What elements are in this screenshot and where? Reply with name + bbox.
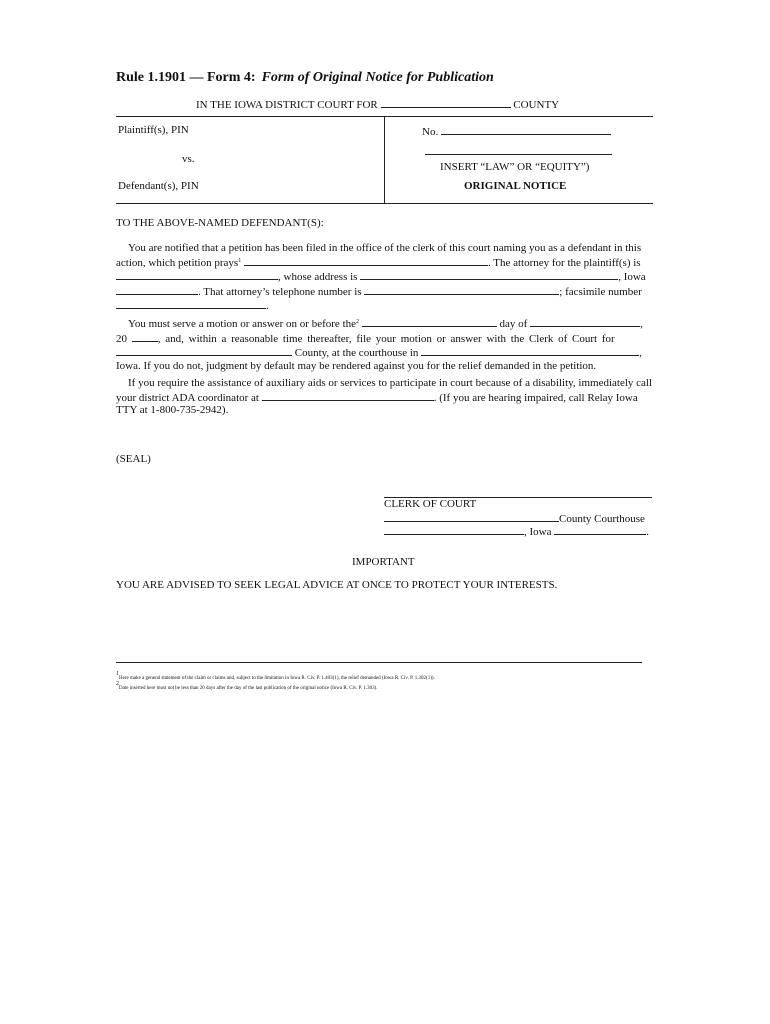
caption-bottom-rule xyxy=(116,203,653,204)
paragraph-petition xyxy=(116,242,652,313)
form-title xyxy=(116,70,494,86)
clerk-of-court-label: CLERK OF COURT xyxy=(384,498,477,510)
ada-coordinator-field[interactable] xyxy=(262,390,434,401)
p1-line-d: . That attorney’s telephone number is ; facsimile number xyxy=(116,284,652,299)
footnote-2: $^2$Date inserted here must not be less than 20 days after the day of the last publication of the original notice (Iowa R. Civ. P. 1.303). xyxy=(116,681,378,691)
serve-day-field[interactable] xyxy=(362,316,497,327)
paragraph-serve xyxy=(116,316,652,372)
p3-line-c: TTY at 1-800-735-2942). xyxy=(116,404,229,417)
case-number-label: No. xyxy=(422,126,439,138)
attorney-address-field[interactable] xyxy=(360,269,618,280)
clerk-zip-field[interactable] xyxy=(554,524,646,535)
serve-month-field[interactable] xyxy=(530,316,640,327)
case-number-line xyxy=(422,124,611,139)
serve-year-field[interactable] xyxy=(132,331,158,342)
clerk-city-line: , Iowa . xyxy=(384,524,649,539)
courthouse-city-field[interactable] xyxy=(421,345,639,356)
plaintiff-label: Plaintiff(s), PIN xyxy=(118,124,189,136)
p1-line-b: action, which petition prays$^1$ . The attorney for the plaintiff(s) is xyxy=(116,256,641,269)
seal-label: (SEAL) xyxy=(116,453,151,465)
caption-divider xyxy=(384,116,385,203)
clerk-city-field[interactable] xyxy=(384,524,524,535)
important-heading: IMPORTANT xyxy=(352,556,415,568)
rule-number: Rule 1.1901 — Form 4: xyxy=(116,70,256,85)
case-number-field[interactable] xyxy=(441,124,611,135)
footnote-rule xyxy=(116,662,642,663)
p3-line-b: your district ADA coordinator at . (If you are hearing impaired, call Relay Iowa xyxy=(116,391,638,404)
vs-label: vs. xyxy=(182,153,195,165)
courthouse-line: County Courthouse xyxy=(384,511,645,526)
attorney-city-field[interactable] xyxy=(116,284,198,295)
attorney-name-field[interactable] xyxy=(116,269,278,280)
p1-line-e: . xyxy=(116,298,652,313)
p2-line-c: County, at the courthouse in , xyxy=(116,345,652,360)
p2-line-b: 20 , and, within a reasonable time thereafter, file your motion or answer with the Clerk of Court for xyxy=(116,332,615,345)
original-notice-heading: ORIGINAL NOTICE xyxy=(464,180,567,192)
county-field[interactable] xyxy=(381,97,511,108)
attorney-phone-field[interactable] xyxy=(364,284,559,295)
p3-line-a: If you require the assistance of auxiliary aids or services to participate in court because of a disability, immediately call xyxy=(128,377,653,389)
law-equity-field[interactable] xyxy=(425,154,612,155)
form-name: Form of Original Notice for Publication xyxy=(261,70,494,85)
p2-line-a: You must serve a motion or answer on or before the$^2$ day of , xyxy=(128,318,643,330)
clerk-county-field[interactable] xyxy=(116,345,292,356)
court-suffix: COUNTY xyxy=(513,99,560,111)
relief-prayed-field[interactable] xyxy=(244,255,488,266)
p2-line-d: Iowa. If you do not, judgment by default may be rendered against you for the relief demanded in the petition. xyxy=(116,359,597,372)
paragraph-ada xyxy=(116,377,652,417)
footnote-1: $^1$Here make a general statement of the claim or claims and, subject to the limitation in Iowa R. Civ. P. 1.403(1), the relief demanded (Iowa R. Civ. P. 1.302(1)). xyxy=(116,671,435,681)
facsimile-field[interactable] xyxy=(116,298,266,309)
court-line xyxy=(196,97,559,111)
p1-line-a: You are notified that a petition has been filed in the office of the clerk of this court naming you as a defendant in this xyxy=(128,242,642,254)
to-defendants: TO THE ABOVE-NAMED DEFENDANT(S): xyxy=(116,217,324,229)
defendant-label: Defendant(s), PIN xyxy=(118,180,199,192)
legal-advice-warning: YOU ARE ADVISED TO SEEK LEGAL ADVICE AT ONCE TO PROTECT YOUR INTERESTS. xyxy=(116,579,558,591)
insert-law-equity: INSERT “LAW” OR “EQUITY”) xyxy=(440,161,590,173)
p1-line-c: , whose address is , Iowa xyxy=(116,269,652,284)
court-prefix: IN THE IOWA DISTRICT COURT FOR xyxy=(196,99,378,111)
courthouse-county-field[interactable] xyxy=(384,511,559,522)
